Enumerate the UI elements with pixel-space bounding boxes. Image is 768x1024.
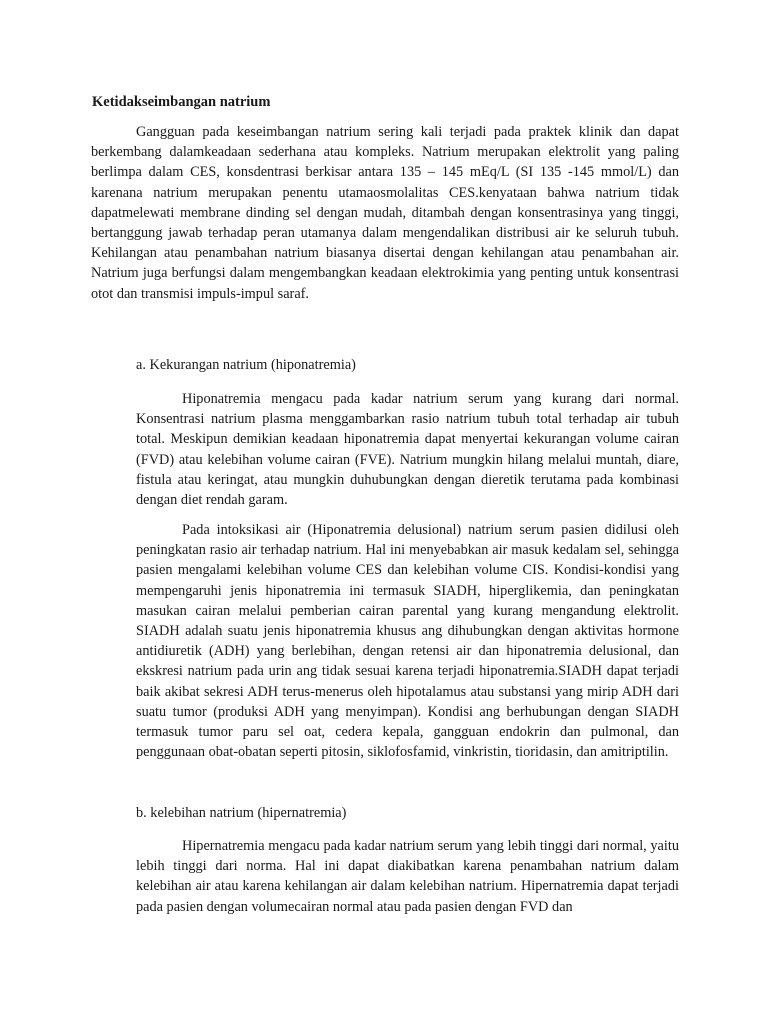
intro-paragraph: Gangguan pada keseimbangan natrium sering kali terjadi pada praktek klinik dan dapat berkembang dalamkeadaan sederhana atau kompleks. Natrium merupakan elektrolit yang paling berlimpa dalam CES, konsdentrasi berkisar antara 135 – 145 mEq/L (SI 135 -145 mmol/L) dan karenana natrium merupakan penentu utamaosmolalitas CES.kenyataan bahwa natrium tidak dapatmelewati membrane dinding sel dengan mudah, ditambah dengan konsentrasinya yang tinggi, bertanggung jawab terhadap peran utamanya dalam mengendalikan distribusi air ke seluruh tubuh. Kehilangan atau penambahan natrium biasanya disertai dengan kehilangan atau penambahan air. Natrium juga berfungsi dalam mengembangkan keadaan elektrokimia yang penting untuk konsentrasi otot dan transmisi impuls-impul saraf. <box>91 124 679 302</box>
document-heading: Ketidakseimbangan natrium <box>92 94 271 110</box>
section-a-paragraph-2: Pada intoksikasi air (Hiponatremia delusional) natrium serum pasien didilusi oleh peningkatan rasio air terhadap natrium. Hal ini menyebabkan air masuk kedalam sel, sehingga pasien mengalami kelebihan volume CES dan kelebihan volume CIS. Kondisi-kondisi yang mempengaruhi jenis hiponatremia ini termasuk SIADH, hiperglikemia, dan peningkatan masukan cairan melalui pemberian cairan parental yang kurang mengandung elektrolit. SIADH adalah suatu jenis hiponatremia khusus ang dihubungkan dengan aktivitas hormone antidiuretik (ADH) yang berlebihan, dengan retensi air dan hiponatremia delusional, dan ekskresi natrium pada urin ang tidak sesuai karena terjadi hiponatremia.SIADH dapat terjadi baik akibat sekresi ADH terus-menerus oleh hipotalamus atau substansi yang mirip ADH dari suatu tumor (produksi ADH yang menyimpan). Kondisi ang berhubungan dengan SIADH termasuk tumor paru sel oat, cedera kepala, gangguan endokrin dan pulmonal, dan penggunaan obat-obatan seperti pitosin, siklofosfamid, vinkristin, tioridasin, dan amitriptilin. <box>136 522 679 761</box>
section-a-title: a. Kekurangan natrium (hiponatremia) <box>136 357 356 373</box>
section-b-paragraph-1: Hipernatremia mengacu pada kadar natrium serum yang lebih tinggi dari normal, yaitu lebih tinggi dari norma. Hal ini dapat diakibatkan karena penambahan natrium dalam kelebihan air atau karena kehilangan air dalam kelebihan natrium. Hipernatremia dapat terjadi pada pasien dengan volumecairan normal atau pada pasien dengan FVD dan <box>136 838 679 915</box>
section-b-title: b. kelebihan natrium (hipernatremia) <box>136 805 347 821</box>
section-a-paragraph-1: Hiponatremia mengacu pada kadar natrium serum yang kurang dari normal. Konsentrasi natrium plasma menggambarkan rasio natrium tubuh total terhadap air tubuh total. Meskipun demikian keadaan hiponatremia dapat menyertai kekurangan volume cairan (FVD) atau kelebihan volume cairan (FVE). Natrium mungkin hilang melalui muntah, diare, fistula atau keringat, atau mungkin duhubungkan dengan dieretik terutama pada kombinasi dengan diet rendah garam. <box>136 391 679 509</box>
